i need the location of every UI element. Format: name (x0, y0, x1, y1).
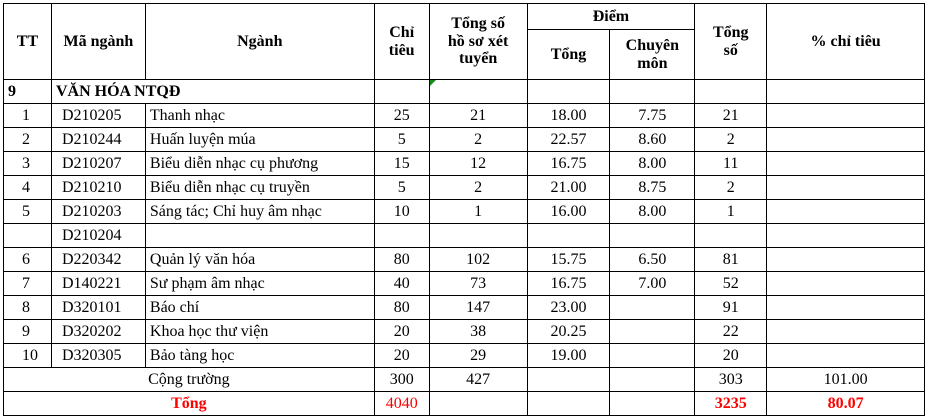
row-tt: 4 (4, 176, 52, 200)
table-row (4, 248, 925, 272)
row-pct (767, 104, 925, 128)
row-diem-tong: 21.00 (527, 176, 610, 200)
header-tong-so-ho-so (429, 4, 527, 80)
header-nganh: Ngành (145, 4, 374, 80)
row-pct (767, 152, 925, 176)
row-tong-so: 22 (695, 320, 767, 344)
row-tong-so: 2 (695, 128, 767, 152)
row-chi-tieu: 80 (374, 296, 429, 320)
row-nganh: Sáng tác; Chỉ huy âm nhạc (145, 200, 374, 224)
table-row (4, 224, 925, 248)
row-ho-so: 73 (429, 272, 527, 296)
row-chuyen-mon: 7.75 (610, 104, 695, 128)
row-ho-so: 21 (429, 104, 527, 128)
row-tt: 1 (4, 104, 52, 128)
row-diem-tong (527, 224, 610, 248)
row-ho-so: 2 (429, 128, 527, 152)
admissions-table (3, 3, 925, 416)
row-ma-nganh: D210244 (51, 128, 145, 152)
tong-tong-so: 3235 (695, 392, 767, 416)
row-chuyen-mon (610, 344, 695, 368)
row-diem-tong: 22.57 (527, 128, 610, 152)
row-ma-nganh: D210210 (51, 176, 145, 200)
row-tt: 2 (4, 128, 52, 152)
table-row (4, 176, 925, 200)
cong-truong-tong-so: 303 (695, 368, 767, 392)
header-ma-nganh: Mã ngành (51, 4, 145, 80)
row-chuyen-mon (610, 224, 695, 248)
row-ho-so: 12 (429, 152, 527, 176)
row-diem-tong: 20.25 (527, 320, 610, 344)
header-chi-tieu-line2: tiêu (388, 41, 415, 59)
row-ma-nganh: D320305 (51, 344, 145, 368)
row-ho-so: 102 (429, 248, 527, 272)
row-tong-so: 52 (695, 272, 767, 296)
row-nganh (145, 224, 374, 248)
row-nganh: Quản lý văn hóa (145, 248, 374, 272)
header-chuyen-mon-line1: Chuyên (625, 36, 680, 54)
table-row (4, 128, 925, 152)
cong-truong-chi-tieu: 300 (374, 368, 429, 392)
row-pct (767, 320, 925, 344)
header-ho-so-line3: tuyển (458, 50, 498, 68)
row-tong-so: 20 (695, 344, 767, 368)
cell-empty (527, 392, 610, 416)
row-nganh: Biểu diễn nhạc cụ truyền (145, 176, 374, 200)
row-diem-tong: 16.75 (527, 272, 610, 296)
row-pct (767, 200, 925, 224)
row-tong-so: 81 (695, 248, 767, 272)
row-pct (767, 272, 925, 296)
header-pct-chi-tieu: % chỉ tiêu (767, 4, 925, 80)
row-diem-tong: 16.75 (527, 152, 610, 176)
row-ho-so (429, 224, 527, 248)
row-pct (767, 128, 925, 152)
row-pct (767, 344, 925, 368)
row-chuyen-mon: 7.00 (610, 272, 695, 296)
row-tt: 8 (4, 296, 52, 320)
cong-truong-row (4, 368, 925, 392)
cell-empty (610, 368, 695, 392)
header-tong-so (695, 4, 767, 80)
row-pct (767, 224, 925, 248)
row-tt (4, 224, 52, 248)
header-chi-tieu (374, 4, 429, 80)
row-diem-tong: 15.75 (527, 248, 610, 272)
row-chuyen-mon: 8.75 (610, 176, 695, 200)
cell-empty (695, 80, 767, 104)
table-row (4, 104, 925, 128)
cell-empty (527, 80, 610, 104)
row-diem-tong: 18.00 (527, 104, 610, 128)
row-nganh: Sư phạm âm nhạc (145, 272, 374, 296)
cell-empty (610, 392, 695, 416)
row-nganh: Khoa học thư viện (145, 320, 374, 344)
row-nganh: Biểu diễn nhạc cụ phương (145, 152, 374, 176)
cong-truong-pct: 101.00 (767, 368, 925, 392)
row-ho-so: 38 (429, 320, 527, 344)
row-chuyen-mon (610, 296, 695, 320)
cell-empty (527, 368, 610, 392)
row-ho-so: 147 (429, 296, 527, 320)
row-tt: 6 (4, 248, 52, 272)
cong-truong-label: Cộng trường (4, 368, 375, 392)
row-chi-tieu: 25 (374, 104, 429, 128)
cell-empty (374, 80, 429, 104)
row-chuyen-mon (610, 320, 695, 344)
tong-label: Tổng (4, 392, 375, 416)
row-chi-tieu: 5 (374, 176, 429, 200)
row-nganh: Bảo tàng học (145, 344, 374, 368)
row-chi-tieu: 40 (374, 272, 429, 296)
section-title: VĂN HÓA NTQĐ (51, 80, 374, 104)
row-chi-tieu: 5 (374, 128, 429, 152)
row-nganh: Huấn luyện múa (145, 128, 374, 152)
row-nganh: Báo chí (145, 296, 374, 320)
row-chi-tieu: 20 (374, 320, 429, 344)
cell-empty (610, 80, 695, 104)
row-tong-so: 2 (695, 176, 767, 200)
row-ho-so: 1 (429, 200, 527, 224)
row-ma-nganh: D140221 (51, 272, 145, 296)
row-chuyen-mon: 8.60 (610, 128, 695, 152)
tong-pct: 80.07 (767, 392, 925, 416)
row-tt: 7 (4, 272, 52, 296)
row-pct (767, 296, 925, 320)
cell-empty (767, 80, 925, 104)
header-tong-so-line1: Tổng (712, 23, 749, 41)
row-tong-so: 11 (695, 152, 767, 176)
row-diem-tong: 23.00 (527, 296, 610, 320)
row-diem-tong: 16.00 (527, 200, 610, 224)
table-row (4, 344, 925, 368)
row-chi-tieu: 15 (374, 152, 429, 176)
row-pct (767, 176, 925, 200)
header-chi-tieu-line1: Chỉ (389, 23, 415, 41)
table-row (4, 320, 925, 344)
row-ma-nganh: D220342 (51, 248, 145, 272)
row-tt: 5 (4, 200, 52, 224)
cong-truong-ho-so: 427 (429, 368, 527, 392)
row-tong-so: 1 (695, 200, 767, 224)
cell-empty (429, 392, 527, 416)
row-chi-tieu: 20 (374, 344, 429, 368)
cell-empty (429, 80, 527, 104)
table-row (4, 200, 925, 224)
row-tt: 10 (4, 344, 52, 368)
row-ma-nganh: D320202 (51, 320, 145, 344)
row-ma-nganh: D210207 (51, 152, 145, 176)
header-diem-tong: Tổng (527, 30, 610, 80)
row-chuyen-mon: 8.00 (610, 152, 695, 176)
row-chuyen-mon: 8.00 (610, 200, 695, 224)
tong-row (4, 392, 925, 416)
header-diem: Điểm (527, 4, 695, 30)
row-ho-so: 2 (429, 176, 527, 200)
table-row (4, 152, 925, 176)
row-pct (767, 248, 925, 272)
section-tt: 9 (4, 80, 52, 104)
row-tt: 9 (4, 320, 52, 344)
tong-chi-tieu: 4040 (374, 392, 429, 416)
header-tong-so-line2: số (723, 41, 738, 59)
table-row (4, 296, 925, 320)
row-nganh: Thanh nhạc (145, 104, 374, 128)
header-chuyen-mon-line2: môn (637, 54, 668, 72)
row-ma-nganh: D320101 (51, 296, 145, 320)
row-chi-tieu (374, 224, 429, 248)
row-chuyen-mon: 6.50 (610, 248, 695, 272)
row-ho-so: 29 (429, 344, 527, 368)
section-row (4, 80, 925, 104)
row-tong-so (695, 224, 767, 248)
row-diem-tong: 19.00 (527, 344, 610, 368)
row-chi-tieu: 10 (374, 200, 429, 224)
row-ma-nganh: D210205 (51, 104, 145, 128)
row-tong-so: 21 (695, 104, 767, 128)
header-ho-so-line2: hồ sơ xét (447, 32, 509, 50)
header-ho-so-line1: Tổng số (451, 15, 505, 33)
row-ma-nganh: D210204 (51, 224, 145, 248)
row-tt: 3 (4, 152, 52, 176)
header-diem-chuyen-mon (610, 30, 695, 80)
row-chi-tieu: 80 (374, 248, 429, 272)
table-row (4, 272, 925, 296)
row-ma-nganh: D210203 (51, 200, 145, 224)
header-tt: TT (4, 4, 52, 80)
row-tong-so: 91 (695, 296, 767, 320)
